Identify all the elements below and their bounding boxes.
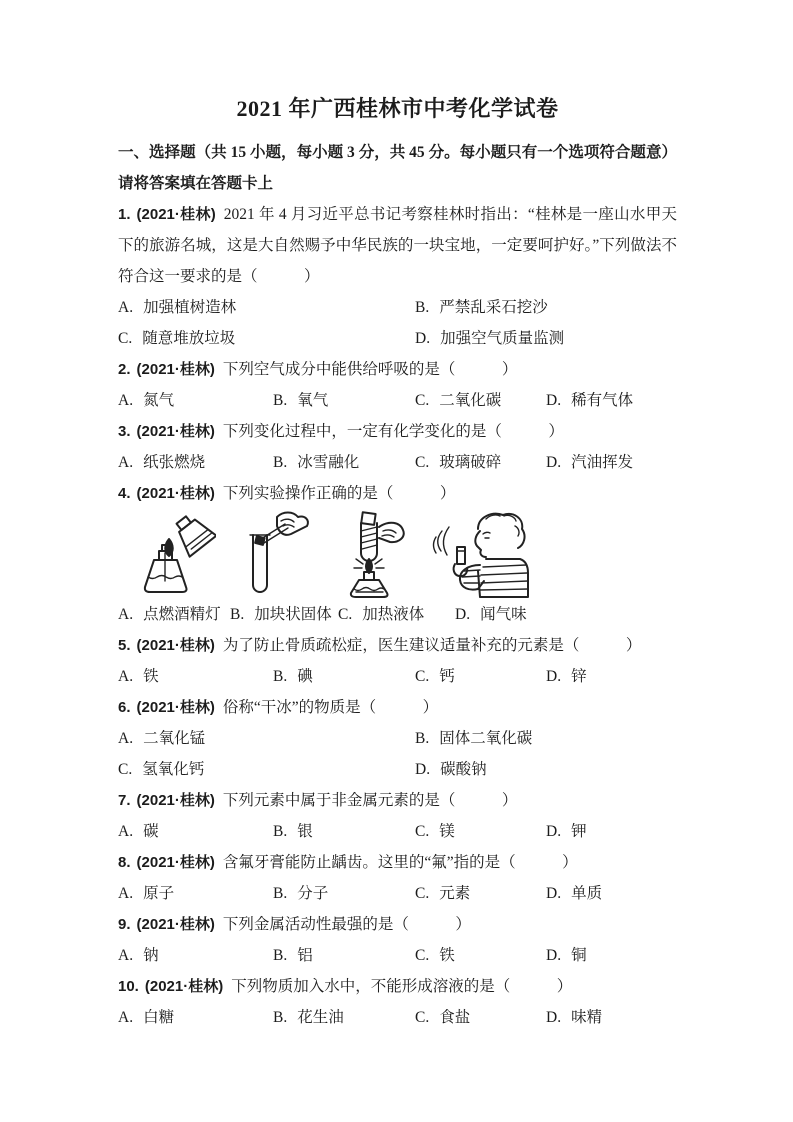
option-c: C. 食盐 [415,1009,471,1026]
question-text: 俗称“干冰”的物质是（ ） [222,699,439,716]
question-source-tag: (2021·桂林) [136,854,215,871]
question-2-stem [118,354,677,385]
option-d: D. 碳酸钠 [415,761,487,778]
experiment-figures-row [118,509,677,599]
option-b: B. 花生油 [273,1009,344,1026]
question-text: 为了防止骨质疏松症，医生建议适量补充的元素是（ ） [222,637,642,654]
question-source-tag: (2021·桂林) [136,699,215,716]
question-2-options [118,385,677,416]
question-number: 2. [118,361,131,378]
option-a: A. 纸张燃烧 [118,454,206,471]
option-b: B. 固体二氧化碳 [415,730,533,747]
question-text: 下列元素中属于非金属元素的是（ ） [222,792,518,809]
question-number: 6. [118,699,131,716]
question-text: 2021 年 4 月习近平总书记考察桂林时指出：“桂林是一座山水甲天下的旅游名城，这是大自然赐予中华民族的一块宝地，一定要呵护好。”下列做法不符合这一要求的是（ ） [118,206,677,285]
question-10-stem [118,971,677,1002]
option-b: B. 冰雪融化 [273,454,360,471]
lighting-alcohol-lamp-figure [136,511,216,599]
page-title: 2021 年广西桂林市中考化学试卷 [236,96,559,121]
question-number: 3. [118,423,131,440]
question-5-stem [118,630,677,661]
question-8-stem [118,847,677,878]
option-c: C. 镁 [415,823,455,840]
question-9-options [118,940,677,971]
option-a: A. 二氧化锰 [118,730,206,747]
question-10-options [118,1002,677,1033]
option-b: B. 银 [273,823,313,840]
question-1-stem [118,199,677,292]
question-source-tag: (2021·桂林) [136,423,215,440]
option-a: A. 氮气 [118,392,175,409]
smelling-gas-figure [428,509,532,599]
question-4-stem [118,478,677,509]
option-a: A. 钠 [118,947,159,964]
option-c: C. 加热液体 [338,606,425,623]
option-b: B. 加块状固体 [230,606,332,623]
option-c: C. 二氧化碳 [415,392,502,409]
question-6-stem [118,692,677,723]
option-c: C. 氢氧化钙 [118,761,205,778]
section-heading: 一、选择题（共 15 小题，每小题 3 分，共 45 分。每小题只有一个选项符合题意）请将答案填在答题卡上 [118,144,677,192]
question-3-options [118,447,677,478]
option-a: A. 白糖 [118,1009,175,1026]
question-text: 下列空气成分中能供给呼吸的是（ ） [222,361,518,378]
adding-solid-to-test-tube-figure [233,511,311,599]
option-d: D. 味精 [546,1009,603,1026]
question-number: 5. [118,637,131,654]
question-source-tag: (2021·桂林) [136,206,216,223]
option-d: D. 加强空气质量监测 [415,330,565,347]
question-source-tag: (2021·桂林) [144,978,224,995]
question-7-stem [118,785,677,816]
question-text: 下列物质加入水中，不能形成溶液的是（ ） [231,978,573,995]
option-d: D. 稀有气体 [546,392,634,409]
option-a: A. 碳 [118,823,159,840]
option-d: D. 闻气味 [455,606,527,623]
option-a: A. 铁 [118,668,159,685]
option-b: B. 碘 [273,668,313,685]
question-number: 7. [118,792,131,809]
option-c: C. 玻璃破碎 [415,454,502,471]
question-text: 下列变化过程中，一定有化学变化的是（ ） [222,423,564,440]
option-d: D. 铜 [546,947,587,964]
question-8-options [118,878,677,909]
option-b: B. 分子 [273,885,329,902]
option-d: D. 汽油挥发 [546,454,634,471]
question-3-stem [118,416,677,447]
question-text: 含氟牙膏能防止龋齿。这里的“氟”指的是（ ） [222,854,578,871]
option-b: B. 氧气 [273,392,329,409]
option-b: B. 铝 [273,947,313,964]
question-text: 下列实验操作正确的是（ ） [222,485,456,502]
option-c: C. 元素 [415,885,471,902]
question-number: 8. [118,854,131,871]
option-a: A. 加强植树造林 [118,299,237,316]
question-7-options [118,816,677,847]
option-a: A. 原子 [118,885,175,902]
question-source-tag: (2021·桂林) [136,916,215,933]
question-5-options [118,661,677,692]
option-c: C. 钙 [415,668,455,685]
option-d: D. 钾 [546,823,587,840]
option-c: C. 随意堆放垃圾 [118,330,236,347]
question-number: 10. [118,978,139,995]
question-source-tag: (2021·桂林) [136,637,215,654]
question-number: 9. [118,916,131,933]
question-9-stem [118,909,677,940]
option-b: B. 严禁乱采石挖沙 [415,299,548,316]
option-c: C. 铁 [415,947,455,964]
question-number: 4. [118,485,131,502]
question-text: 下列金属活动性最强的是（ ） [222,916,471,933]
question-6-options [118,723,677,785]
option-a: A. 点燃酒精灯 [118,606,221,623]
option-d: D. 锌 [546,668,587,685]
question-source-tag: (2021·桂林) [136,361,215,378]
heating-liquid-figure [328,511,410,599]
question-number: 1. [118,206,131,223]
question-source-tag: (2021·桂林) [136,792,215,809]
question-4-options [118,599,677,630]
option-d: D. 单质 [546,885,603,902]
question-1-options [118,292,677,354]
question-source-tag: (2021·桂林) [136,485,215,502]
